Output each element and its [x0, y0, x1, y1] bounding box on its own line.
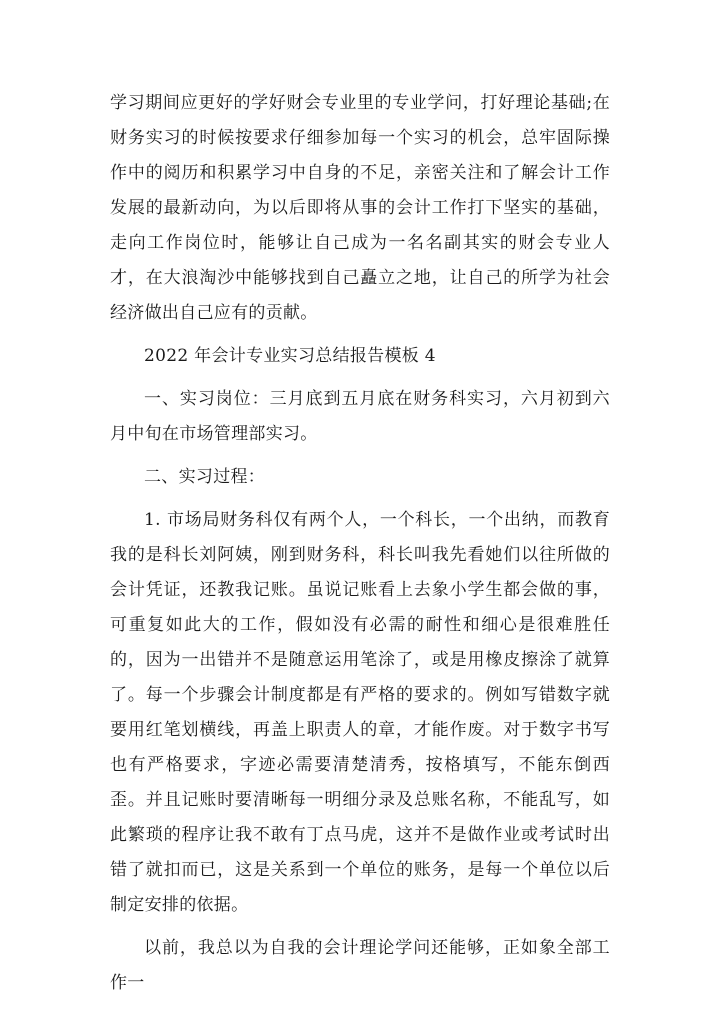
paragraph-reflection: 以前，我总以为自我的会计理论学问还能够，正如象全部工作一: [110, 938, 610, 993]
paragraph-internship-position: 一、实习岗位：三月底到五月底在财务科实习，六月初到六月中旬在市场管理部实习。: [110, 389, 610, 444]
paragraph-internship-process-heading: 二、实习过程：: [144, 467, 266, 487]
paragraph-continuation: 学习期间应更好的学好财会专业里的专业学问，打好理论基础;在财务实习的时候按要求仔细参加每一个实习的机会，总牢固际操作中的阅历和积累学习中自身的不足，亲密关注和了解会计工作发展的最新动向，为以后即将从事的会计工作打下坚实的基础，走向工作岗位时，能够让自己成为一名名副其实的财会专业人才，在大浪淘沙中能够找到自己矗立之地，让自己的所学为社会经济做出自己应有的贡献。: [110, 93, 610, 323]
document-body: [110, 86, 610, 1001]
paragraph-finance-section: 1. 市场局财务科仅有两个人，一个科长，一个出纳，而教育我的是科长刘阿姨，刚到财务科，科长叫我先看她们以往所做的会计凭证，还教我记账。虽说记账看上去象小学生都会做的事，可重复如此大的工作，假如没有必需的耐性和细心是很难胜任的，因为一出错并不是随意运用笔涂了，或是用橡皮擦涂了就算了。每一个步骤会计制度都是有严格的要求的。例如写错数字就要用红笔划横线，再盖上职责人的章，才能作废。对于数字书写也有严格要求，字迹必需要清楚清秀，按格填写，不能东倒西歪。并且记账时要清晰每一明细分录及总账名称，不能乱写，如此繁琐的程序让我不敢有丁点马虎，这并不是做作业或考试时出错了就扣而已，这是关系到一个单位的账务，是每一个单位以后制定安排的依据。: [110, 510, 610, 915]
section-heading: 2022 年会计专业实习总结报告模板 4: [144, 346, 436, 366]
